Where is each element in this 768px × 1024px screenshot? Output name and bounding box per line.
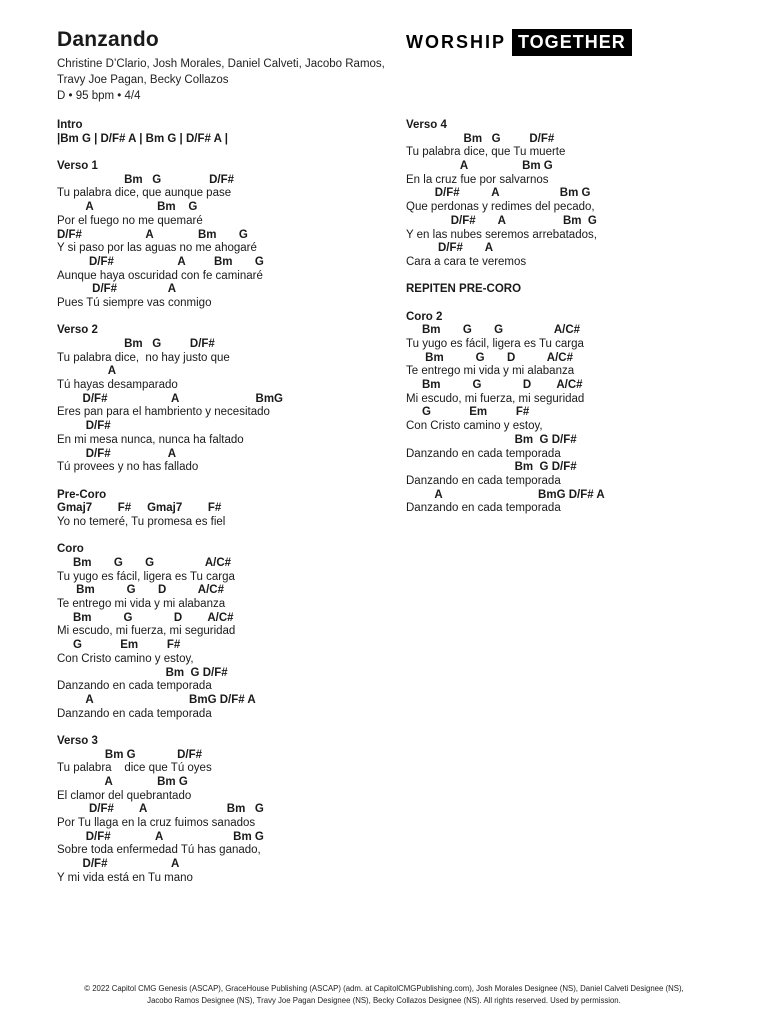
chord-line: G Em F# bbox=[57, 639, 181, 652]
lyric-line: Danzando en cada temporada bbox=[406, 502, 561, 515]
section-label: REPITEN PRE-CORO bbox=[406, 283, 522, 296]
song-title: Danzando bbox=[57, 28, 159, 51]
lyric-line: Danzando en cada temporada bbox=[406, 474, 561, 487]
chord-line: Bm G D/F# bbox=[406, 132, 555, 145]
lyric-line: Y si paso por las aguas no me ahogaré bbox=[57, 242, 257, 255]
copyright-line-2: Jacobo Ramos Designee (NS), Travy Joe Pagan Designee (NS), Becky Collazos Designee (NS). All rights reserved. Used by permission. bbox=[147, 996, 621, 1005]
chord-line: Gmaj7 F# Gmaj7 F# bbox=[57, 502, 222, 515]
lyric-line: Danzando en cada temporada bbox=[57, 707, 212, 720]
chord-line: D/F# A bbox=[406, 242, 494, 255]
chord-line: A Bm G bbox=[406, 160, 553, 173]
chord-line: Bm G D/F# bbox=[57, 666, 228, 679]
lyric-line: Con Cristo camino y estoy, bbox=[57, 652, 194, 665]
copyright-line-1: © 2022 Capitol CMG Genesis (ASCAP), GraceHouse Publishing (ASCAP) (adm. at CapitolCMGPublishing.com), Josh Morales Designee (NS), Daniel Calveti Designee (NS), bbox=[84, 984, 684, 993]
lyric-line: Tu palabra dice, que Tu muerte bbox=[406, 146, 566, 159]
chord-line: D/F# bbox=[57, 420, 111, 433]
lyric-line: Te entrego mi vida y mi alabanza bbox=[57, 598, 226, 611]
chord-line: Bm G G A/C# bbox=[57, 557, 232, 569]
chord-line: D/F# A Bm G bbox=[57, 228, 248, 241]
lyric-line: Cara a cara te veremos bbox=[406, 255, 527, 268]
chord-line: Bm G D A/C# bbox=[406, 379, 583, 392]
chord-line: Bm G D/F# bbox=[406, 433, 577, 446]
lyric-line: Con Cristo camino y estoy, bbox=[406, 420, 543, 433]
song-meta bbox=[57, 56, 385, 104]
authors-line-1: Christine D’Clario, Josh Morales, Daniel Calveti, Jacobo Ramos, bbox=[57, 58, 385, 70]
chord-line: D/F# A bbox=[57, 858, 180, 871]
lyric-line: Tu yugo es fácil, ligera es Tu carga bbox=[406, 338, 584, 350]
lyric-line: Tu yugo es fácil, ligera es Tu carga bbox=[57, 570, 235, 583]
lyric-line: Eres pan para el hambriento y necesitado bbox=[57, 406, 270, 419]
section-label: Coro bbox=[57, 543, 84, 556]
chord-line: D/F# A Bm G bbox=[57, 255, 264, 268]
lyric-line: Tú hayas desamparado bbox=[57, 379, 178, 392]
lyric-line: Mi escudo, mi fuerza, mi seguridad bbox=[57, 625, 236, 638]
lyric-line: En mi mesa nunca, nunca ha faltado bbox=[57, 433, 244, 446]
chord-line: D/F# A Bm G bbox=[406, 214, 597, 227]
section-label: Pre-Coro bbox=[57, 488, 107, 501]
lyric-line: Te entrego mi vida y mi alabanza bbox=[406, 365, 575, 378]
key-tempo-time: D • 95 bpm • 4/4 bbox=[57, 90, 141, 102]
chord-line: D/F# A BmG bbox=[57, 392, 283, 405]
lyric-line: Tú provees y no has fallado bbox=[57, 461, 199, 474]
section-label: Intro bbox=[57, 119, 83, 131]
section-label: Verso 1 bbox=[57, 160, 98, 173]
lyric-line: Y mi vida está en Tu mano bbox=[57, 871, 193, 884]
lyric-line: Tu palabra dice, que aunque pase bbox=[57, 187, 232, 200]
left-column bbox=[57, 119, 397, 886]
chord-line: Bm G D A/C# bbox=[57, 611, 234, 624]
lyric-line: El clamor del quebrantado bbox=[57, 789, 192, 802]
chord-line: A Bm G bbox=[57, 201, 198, 214]
lyric-line: En la cruz fue por salvarnos bbox=[406, 173, 549, 186]
lyric-line: Que perdonas y redimes del pecado, bbox=[406, 201, 595, 214]
chord-line: Bm G D/F# bbox=[57, 173, 235, 186]
logo-word-worship: WORSHIP bbox=[406, 31, 507, 52]
chord-line: D/F# A bbox=[57, 283, 177, 296]
chord-line: Bm G D A/C# bbox=[57, 584, 224, 597]
chord-line: Bm G D/F# bbox=[406, 461, 577, 474]
lyric-line: Por el fuego no me quemaré bbox=[57, 214, 203, 227]
copyright-footer bbox=[0, 983, 768, 1007]
chord-line: Bm G D/F# bbox=[57, 338, 215, 350]
authors-line-2: Travy Joe Pagan, Becky Collazos bbox=[57, 74, 229, 86]
chord-line: D/F# A bbox=[57, 447, 177, 460]
section-spacer bbox=[57, 311, 397, 325]
section-label: Verso 3 bbox=[57, 734, 98, 747]
section-label: Verso 2 bbox=[57, 324, 98, 337]
section-spacer bbox=[57, 721, 397, 735]
section-spacer bbox=[406, 270, 746, 284]
chord-line: D/F# A Bm G bbox=[406, 187, 591, 200]
lyric-line: Mi escudo, mi fuerza, mi seguridad bbox=[406, 392, 585, 405]
chord-line: A BmG D/F# A bbox=[57, 693, 256, 706]
chord-line: |Bm G | D/F# A | Bm G | D/F# A | bbox=[57, 132, 228, 145]
lyric-line: Y en las nubes seremos arrebatados, bbox=[406, 228, 597, 241]
chord-line: A Bm G bbox=[57, 776, 188, 788]
lyric-line: Pues Tú siempre vas conmigo bbox=[57, 296, 212, 309]
section-spacer bbox=[57, 475, 397, 489]
chord-line: A bbox=[57, 365, 116, 378]
lyric-line: Tu palabra dice que Tú oyes bbox=[57, 762, 212, 775]
lyric-line: Aunque haya oscuridad con fe caminaré bbox=[57, 269, 263, 282]
chord-line: Bm G D/F# bbox=[57, 748, 203, 761]
lyric-line: Danzando en cada temporada bbox=[406, 447, 561, 460]
section-spacer bbox=[57, 146, 397, 160]
chord-line: D/F# A Bm G bbox=[57, 803, 264, 816]
lyric-line: Tu palabra dice, no hay justo que bbox=[57, 351, 230, 364]
section-spacer bbox=[57, 530, 397, 544]
lyric-line: Yo no temeré, Tu promesa es fiel bbox=[57, 515, 226, 528]
chord-line: D/F# A Bm G bbox=[57, 830, 264, 843]
lyric-line: Danzando en cada temporada bbox=[57, 680, 212, 693]
chord-line: G Em F# bbox=[406, 406, 530, 419]
lyric-line: Sobre toda enfermedad Tú has ganado, bbox=[57, 844, 261, 857]
logo-word-together: TOGETHER bbox=[512, 29, 632, 56]
lyric-line: Por Tu llaga en la cruz fuimos sanados bbox=[57, 817, 256, 830]
section-label: Coro 2 bbox=[406, 310, 443, 323]
chord-line: A BmG D/F# A bbox=[406, 488, 605, 501]
section-spacer bbox=[406, 297, 746, 311]
section-label: Verso 4 bbox=[406, 119, 447, 131]
right-column bbox=[406, 119, 746, 516]
chord-line: Bm G D A/C# bbox=[406, 351, 573, 364]
worship-together-logo bbox=[406, 28, 632, 56]
chord-line: Bm G G A/C# bbox=[406, 324, 581, 337]
